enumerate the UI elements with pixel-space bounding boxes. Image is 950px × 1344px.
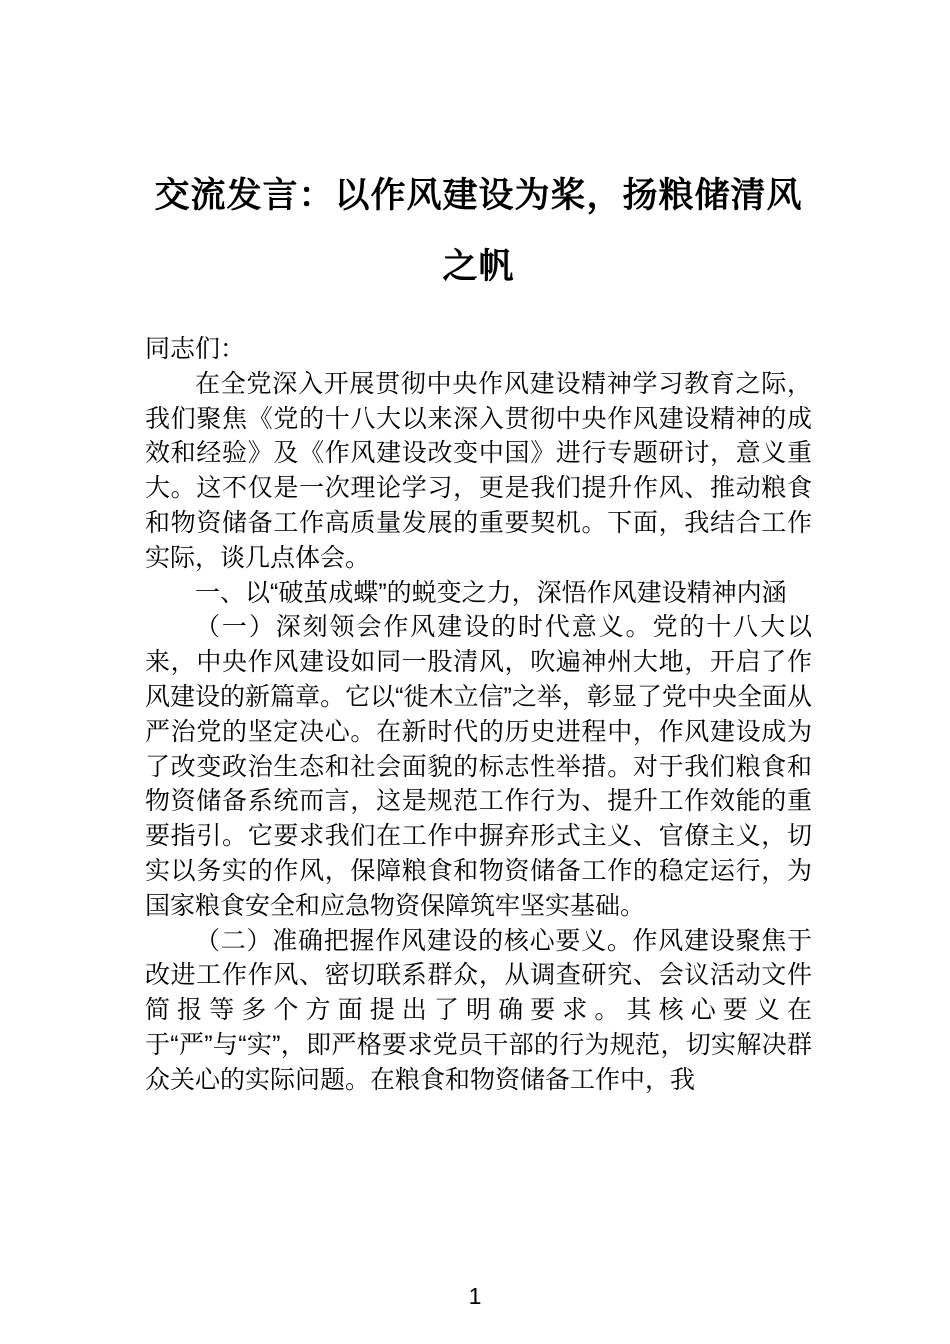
title-line-2: 之帆: [442, 247, 515, 286]
paragraph-section-1-1: （一）深刻领会作风建设的时代意义。党的十八大以来，中央作风建设如同一股清风，吹遍神州大地，开启了作风建设的新篇章。它以“徙木立信”之举，彰显了党中央全面从严治党的坚定决心。在新时代的历史进程中，作风建设成为了改变政治生态和社会面貌的标志性举措。对于我们粮食和物资储备系统而言，这是规范工作行为、提升工作效能的重要指引。它要求我们在工作中摒弃形式主义、官僚主义，切实以务实的作风，保障粮食和物资储备工作的稳定运行，为国家粮食安全和应急物资保障筑牢坚实基础。: [145, 613, 812, 920]
section-heading-1: 一、以“破茧成蝶”的蜕变之力，深悟作风建设精神内涵: [195, 578, 787, 607]
paragraph-section-1-2: （二）准确把握作风建设的核心要义。作风建设聚焦于改进工作作风、密切联系群众，从调查研究、会议活动文件简报等多个方面提出了明确要求。其核心要义在于“严”与“实”，即严格要求党员干部的行为规范，切实解决群众关心的实际问题。在粮食和物资储备工作中，我: [145, 926, 812, 1094]
page-number: 1: [468, 1283, 482, 1309]
document-title: [145, 160, 812, 302]
salutation: 同志们：: [145, 335, 246, 363]
title-line-1: 交流发言：以作风建设为桨，扬粮储清风: [154, 176, 803, 215]
paragraph-intro: 在全党深入开展贯彻中央作风建设精神学习教育之际，我们聚焦《党的十八大以来深入贯彻中央作风建设精神的成效和经验》及《作风建设改变中国》进行专题研讨，意义重大。这不仅是一次理论学习，更是我们提升作风、推动粮食和物资储备工作高质量发展的重要契机。下面，我结合工作实际，谈几点体会。: [145, 369, 812, 572]
document-body: [145, 332, 812, 1098]
